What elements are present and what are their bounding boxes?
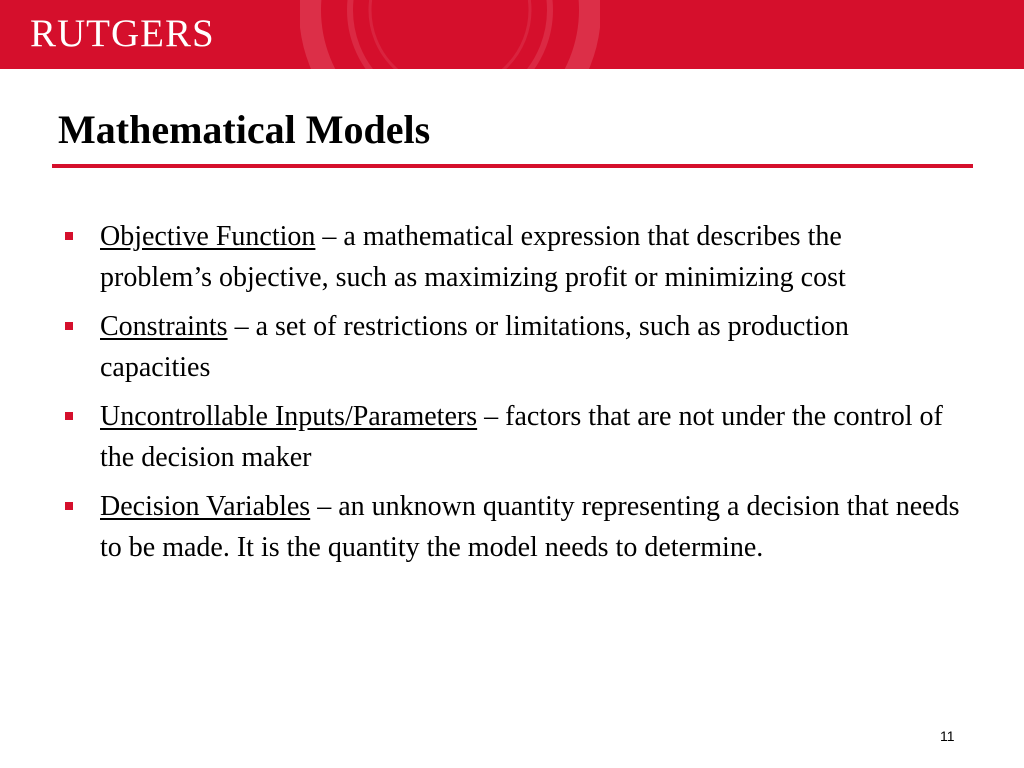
bullet-item-uncontrollable-inputs [60, 396, 960, 478]
bullet-description: – a set of restrictions or limitations, such as production capacities [100, 311, 849, 383]
bullet-term: Decision Variables [100, 491, 311, 522]
square-bullet-icon [65, 322, 73, 330]
bullet-item-decision-variables [60, 486, 960, 568]
square-bullet-icon [65, 412, 73, 420]
square-bullet-icon [65, 502, 73, 510]
bullet-term: Uncontrollable Inputs/Parameters [100, 401, 478, 432]
bullet-item-objective-function [60, 216, 960, 298]
university-seal-watermark [300, 0, 600, 69]
rutgers-logo: RUTGERS [30, 12, 215, 55]
page-number: 11 [940, 728, 955, 744]
bullet-description: – a mathematical expression that describes the problem’s objective, such as maximizing profit or minimizing cost [100, 221, 846, 293]
bullet-term: Constraints [100, 311, 228, 342]
slide-title: Mathematical Models [58, 107, 431, 152]
bullet-term: Objective Function [100, 221, 316, 252]
header-banner [0, 0, 1024, 69]
square-bullet-icon [65, 232, 73, 240]
bullet-item-constraints [60, 306, 960, 388]
bullet-description: – an unknown quantity representing a decision that needs to be made. It is the quantity the model needs to determine. [100, 491, 960, 563]
bullet-list [60, 216, 960, 576]
title-divider [52, 164, 973, 168]
bullet-description: – factors that are not under the control of the decision maker [100, 401, 943, 473]
